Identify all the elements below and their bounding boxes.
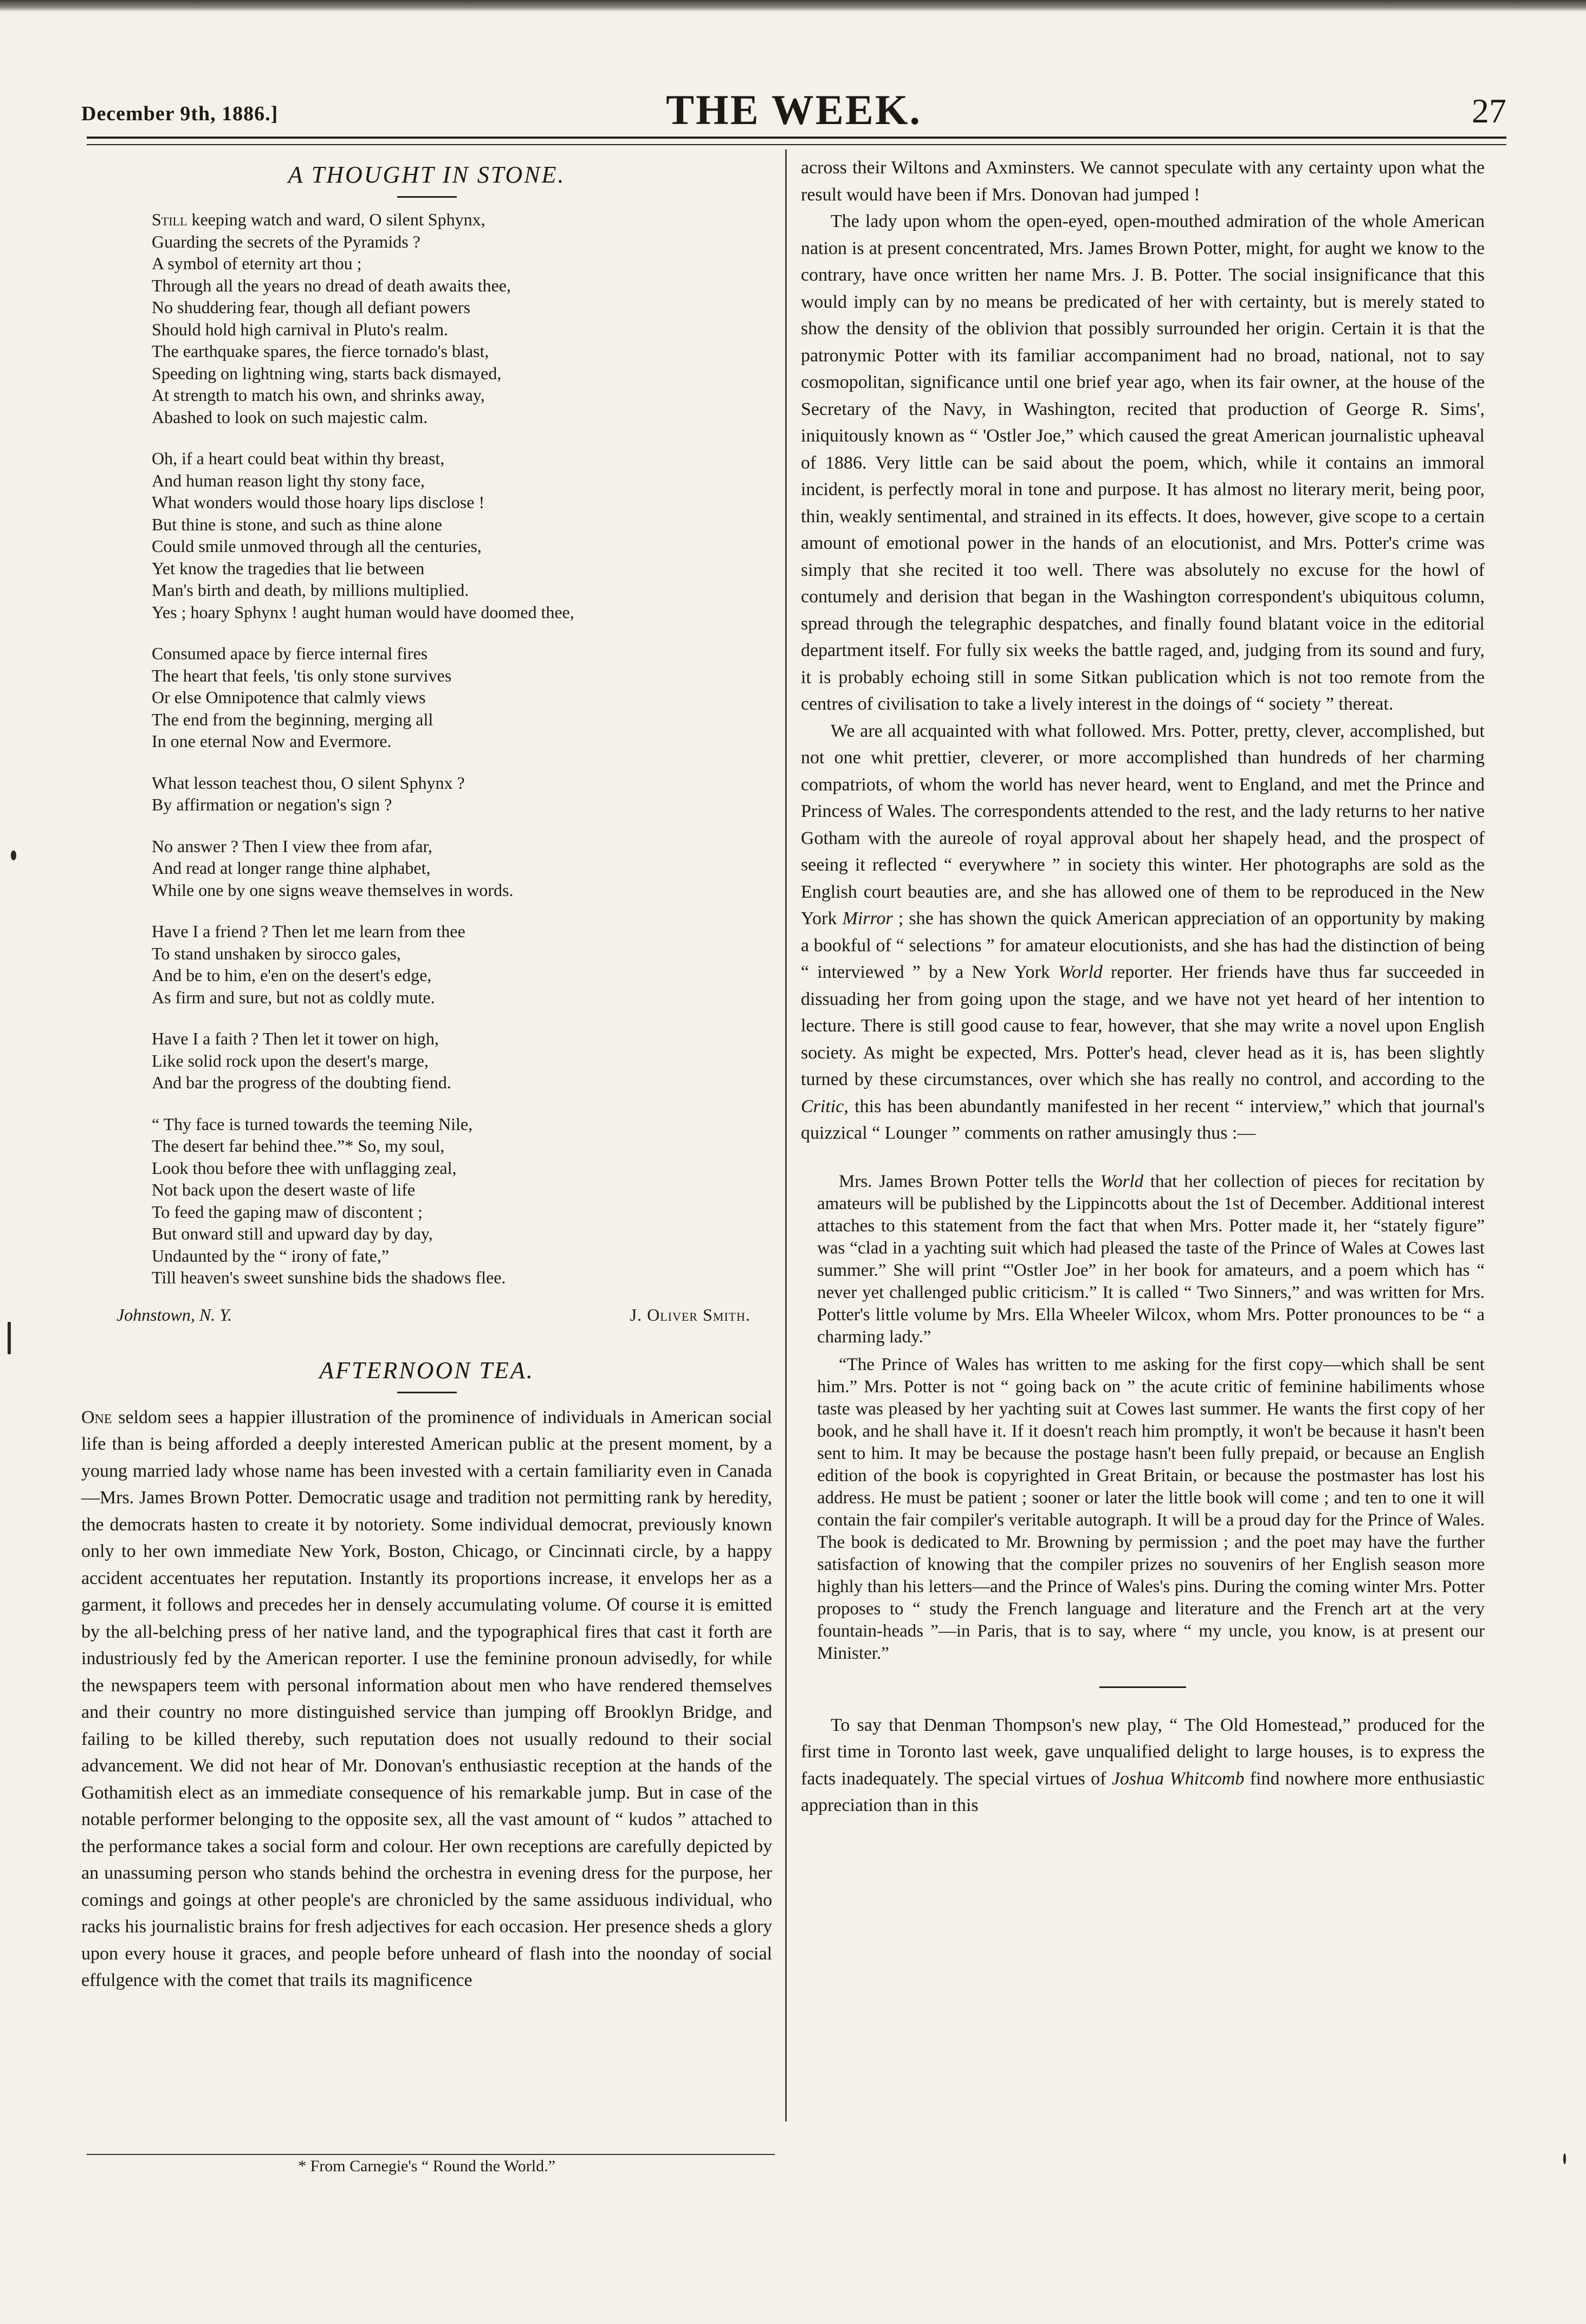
poem-line: Guarding the secrets of the Pyramids ?	[152, 231, 420, 251]
poem-line: The end from the beginning, merging all	[152, 709, 433, 729]
poem-line: And human reason light thy stony face,	[152, 470, 425, 490]
column-divider	[785, 150, 787, 2121]
quote-paragraph: Mrs. James Brown Potter tells the World that her collection of pieces for recitation by amateurs will be published by the Lippincotts about the 1st of December. Additional interest attaches to this statement from the fact that when Mrs. Potter made it, her “stately figure” was “clad in a yachting suit which had pleased the taste of the Prince of Wales at Cowes last summer.” She will print “'Ostler Joe” in her book for amateurs, and a poem which has “ never yet challenged public criticism.” It is called “ Two Sinners,” and was written for Mrs. Potter's little volume by Mrs. Ella Wheeler Wilcox, whom Mrs. Potter pronounces to be “ a charming lady.”	[817, 1171, 1485, 1347]
publication-name: World	[1100, 1171, 1144, 1191]
poem-title-rule	[397, 196, 457, 198]
poem-line: Could smile unmoved through all the centuries,	[152, 536, 482, 556]
block-quote	[817, 1171, 1485, 1665]
article-body-right	[801, 154, 1485, 1147]
poem-line: Till heaven's sweet sunshine bids the shadows flee.	[152, 1268, 506, 1287]
poem-line: The desert far behind thee.”* So, my soul,	[152, 1136, 445, 1155]
poem-first-word: Still	[152, 210, 187, 229]
poem-line: Like solid rock upon the desert's marge,	[152, 1050, 429, 1070]
section-divider	[1099, 1686, 1186, 1688]
poem-line: The earthquake spares, the fierce tornado's blast,	[152, 341, 489, 361]
poem-line: Have I a faith ? Then let it tower on high,	[152, 1029, 439, 1048]
poem-line: Yet know the tragedies that lie between	[152, 558, 425, 578]
issue-date: December 9th, 1886.]	[81, 102, 279, 125]
poem-line: A symbol of eternity art thou ;	[152, 254, 362, 273]
poem-line: Yes ; hoary Sphynx ! aught human would have doomed thee,	[152, 602, 574, 622]
poem-line: Through all the years no dread of death awaits thee,	[152, 275, 511, 295]
poem-line: Not back upon the desert waste of life	[152, 1180, 416, 1199]
poem-line: Or else Omnipotence that calmly views	[152, 687, 426, 707]
publication-name: Critic	[801, 1096, 844, 1116]
poem-stanza	[152, 1113, 772, 1289]
poem-line: Abashed to look on such majestic calm.	[152, 407, 428, 427]
footnote: * From Carnegie's “ Round the World.”	[298, 2157, 555, 2175]
poem-line: And bar the progress of the doubting fiend.	[152, 1073, 451, 1092]
poem-line: And be to him, e'en on the desert's edge,	[152, 965, 432, 985]
header-rule	[87, 137, 1506, 145]
print-speck	[1563, 2153, 1566, 2164]
article-body-right-tail	[801, 1712, 1485, 1819]
poem-author: J. Oliver Smith.	[630, 1304, 750, 1325]
poem-line: Consumed apace by fierce internal fires	[152, 644, 428, 663]
article-body-left	[81, 1404, 772, 1994]
poem-line: Speeding on lightning wing, starts back dismayed,	[152, 363, 502, 383]
print-speck	[8, 1322, 11, 1354]
article-paragraph: We are all acquainted with what followed. Mrs. Potter, pretty, clever, accomplished, but not one whit prettier, cleverer, or more accomplished than hundreds of her charming compatriots, of whom the world has never heard, went to England, and met the Prince and Princess of Wales. The correspondents attended to the rest, and the lady returns to her native Gotham with the aureole of royal approval about her shapely head, and the prospect of seeing it reflected “ everywhere ” in society this winter. Her photographs are sold as the English court beauties are, and she has allowed one of them to be reproduced in the New York Mirror ; she has shown the quick American appreciation of an opportunity by making a bookful of “ selections ” for amateur elocutionists, and she has had the distinction of being “ interviewed ” by a New York World reporter. Her friends have thus far succeeded in dissuading her from going upon the stage, and we have not yet heard of her intention to lecture. There is still good cause to fear, however, that she may write a novel upon English society. As might be expected, Mrs. Potter's head, clever head as it is, has been slightly turned by these circumstances, over which she has really no control, and according to the Critic, this has been abundantly manifested in her recent “ interview,” which that journal's quizzical “ Lounger ” comments on rather amusingly thus :—	[801, 720, 1485, 1143]
poem-line: Should hold high carnival in Pluto's realm.	[152, 319, 449, 339]
poem-line: At strength to match his own, and shrinks away,	[152, 385, 485, 405]
article-paragraph: One seldom sees a happier illustration of the prominence of individuals in American social life than is being afforded a deeply interested American public at the present moment, by a young married lady whose name has been invested with a certain familiarity even in Canada—Mrs. James Brown Potter. Democratic usage and tradition not permitting rank by heredity, the democrats hasten to create it by notoriety. Some individual democrat, previously known only to her own immediate New York, Boston, Chicago, or Cincinnati circle, by a happy accident accentuates her reputation. Instantly its proportions increase, it envelops her as a garment, it follows and precedes her in densely accumulating volume. Of course it is emitted by the all-belching press of her native land, and the typographical fires that cast it forth are industriously fed by the American reporter. I use the feminine pronoun advisedly, for while the newspapers teem with personal information about men who have rendered themselves and their country no more distinguished service than jumping off Brooklyn Bridge, and failing to be killed thereby, such reputation does not usually redound to their social advancement. We did not hear of Mr. Donovan's enthusiastic reception at the hands of the Gothamitish elect as an immediate consequence of his remarkable jump. But in case of the notable performer belonging to the opposite sex, all the vast amount of “ kudos ” attached to the performance takes a social form and colour. Her own receptions are carefully depicted by an unassuming person who stands behind the orchestra in evening dress for the purpose, her comings and goings at other people's are chronicled by the same assiduous individual, who racks his journalistic brains for fresh adjectives for each occasion. Her presence sheds a glory upon every house it graces, and people before unheard of flash into the noonday of social effulgence with the comet that trails its magnificence	[81, 1407, 772, 1990]
poem-line: In one eternal Now and Evermore.	[152, 731, 392, 751]
poem-line: Undaunted by the “ irony of fate,”	[152, 1245, 390, 1265]
article-paragraph: To say that Denman Thompson's new play, “ The Old Homestead,” produced for the first time in Toronto last week, gave unqualified delight to large houses, is to express the facts inadequately. The special virtues of Joshua Whitcomb find nowhere more enthusiastic appreciation than in this	[801, 1715, 1485, 1815]
article-paragraph: across their Wiltons and Axminsters. We cannot speculate with any certainty upon what the result would have been if Mrs. Donovan had jumped !	[801, 158, 1485, 205]
poem-place: Johnstown, N. Y.	[116, 1304, 232, 1325]
poem-line: The heart that feels, 'tis only stone survives	[152, 665, 452, 685]
masthead-title: THE WEEK.	[665, 86, 922, 133]
page-header	[81, 81, 1506, 141]
poem-line: But onward still and upward day by day,	[152, 1224, 433, 1243]
article-first-word: One	[81, 1407, 112, 1427]
poem-stanza	[152, 772, 772, 816]
poem-stanza	[152, 447, 772, 623]
poem-line: No shuddering fear, though all defiant powers	[152, 297, 470, 317]
right-column	[801, 154, 1485, 1819]
poem-line: “ Thy face is turned towards the teeming Nile,	[152, 1114, 473, 1134]
poem-line: Oh, if a heart could beat within thy breast,	[152, 449, 445, 468]
play-character-name: Joshua Whitcomb	[1111, 1768, 1245, 1789]
poem-line: As firm and sure, but not as coldly mute.	[152, 987, 435, 1007]
left-column	[81, 154, 772, 1994]
quote-paragraph: “The Prince of Wales has written to me asking for the first copy—which shall be sent him.” Mrs. Potter is not “ going back on ” the acute critic of feminine habiliments whose taste was pleased by her yachting suit at Cowes last summer. He wants the first copy of her book, and he shall have it. If it doesn't reach him promptly, it won't be because it hasn't been sent to him. It may be because the postage hasn't been fully prepaid, or because an English edition of the book is copyrighted in Great Britain, or because the postmaster has lost his address. He must be patient ; sooner or later the little book will come ; and ten to one it will contain the fair compiler's veritable autograph. It will be a proud day for the Prince of Wales. The book is dedicated to Mr. Browning by permission ; and the poet may have the further satisfaction of knowing that the compiler prizes no souvenirs of her English season more highly than his letters—and the Prince of Wales's pins. During the coming winter Mrs. Potter proposes to “ study the French language and literature and the French art at the very fountain-heads ”—in Paris, that is to say, where “ my uncle, you know, is at present our Minister.”	[817, 1354, 1485, 1663]
poem-line: Still keeping watch and ward, O silent Sphynx,	[152, 210, 485, 229]
article-title: AFTERNOON TEA.	[319, 1356, 534, 1384]
poem-title: A THOUGHT IN STONE.	[288, 161, 566, 188]
publication-name: Mirror	[842, 908, 893, 929]
poem-line: Man's birth and death, by millions multiplied.	[152, 580, 469, 600]
footnote-rule	[87, 2154, 775, 2155]
poem-body	[152, 209, 772, 1289]
poem-line: No answer ? Then I view thee from afar,	[152, 836, 432, 856]
poem-line: To feed the gaping maw of discontent ;	[152, 1202, 423, 1222]
poem-line: What lesson teachest thou, O silent Sphynx ?	[152, 772, 465, 793]
poem-stanza	[152, 1028, 772, 1094]
poem-line: By affirmation or negation's sign ?	[152, 795, 392, 814]
article-title-rule	[397, 1392, 457, 1393]
page-top-edge	[0, 0, 1586, 12]
poem-line: Look thou before thee with unflagging zeal,	[152, 1158, 457, 1178]
poem-line: But thine is stone, and such as thine alone	[152, 514, 442, 534]
poem-line: And read at longer range thine alphabet,	[152, 858, 431, 878]
article-paragraph: The lady upon whom the open-eyed, open-mouthed admiration of the whole American nation is at present concentrated, Mrs. James Brown Potter, might, for aught we know to the contrary, have once written her name Mrs. J. B. Potter. The social insignificance that this would imply can by no means be predicated of her with certainty, but is merely stated to show the density of the oblivion that possibly surrounded her origin. Certain it is that the patronymic Potter with its familiar accompaniment had no broad, national, not to say cosmopolitan, significance until one brief year ago, when its fair owner, at the house of the Secretary of the Navy, in Washington, recited that production of George R. Sims', iniquitously known as “ 'Ostler Joe,” which caused the great American journalistic upheaval of 1886. Very little can be said about the poem, which, while it contains an immoral incident, is perfectly moral in tone and purpose. It has almost no literary merit, being poor, thin, weakly sentimental, and strained in its effects. It does, however, give scope to a certain amount of emotional power in the hands of an elocutionist, and Mrs. Potter's crime was simply that she recited it too well. There was absolutely no excuse for the howl of contumely and derision that began in the Washington correspondent's ubiquitous column, spread through the telegraphic despatches, and finally found blatant voice in the editorial department itself. For fully six weeks the battle raged, and, judging from its sound and fury, it is probably echoing still in some Sitkan publication which is not too remote from the centres of civilisation to take a lively interest in the doings of “ society ” thereat.	[801, 211, 1485, 714]
print-speck	[11, 851, 16, 860]
poem-signature	[116, 1305, 750, 1325]
poem-stanza	[152, 920, 772, 1008]
poem-line: Have I a friend ? Then let me learn from thee	[152, 921, 465, 941]
poem-line: To stand unshaken by sirocco gales,	[152, 943, 401, 963]
poem-stanza	[152, 835, 772, 901]
poem-stanza	[152, 209, 772, 428]
poem-line: What wonders would those hoary lips disclose !	[152, 492, 485, 512]
poem-line: While one by one signs weave themselves in words.	[152, 880, 514, 900]
publication-name: World	[1058, 962, 1103, 982]
poem-stanza	[152, 642, 772, 752]
page-number: 27	[1472, 92, 1506, 130]
